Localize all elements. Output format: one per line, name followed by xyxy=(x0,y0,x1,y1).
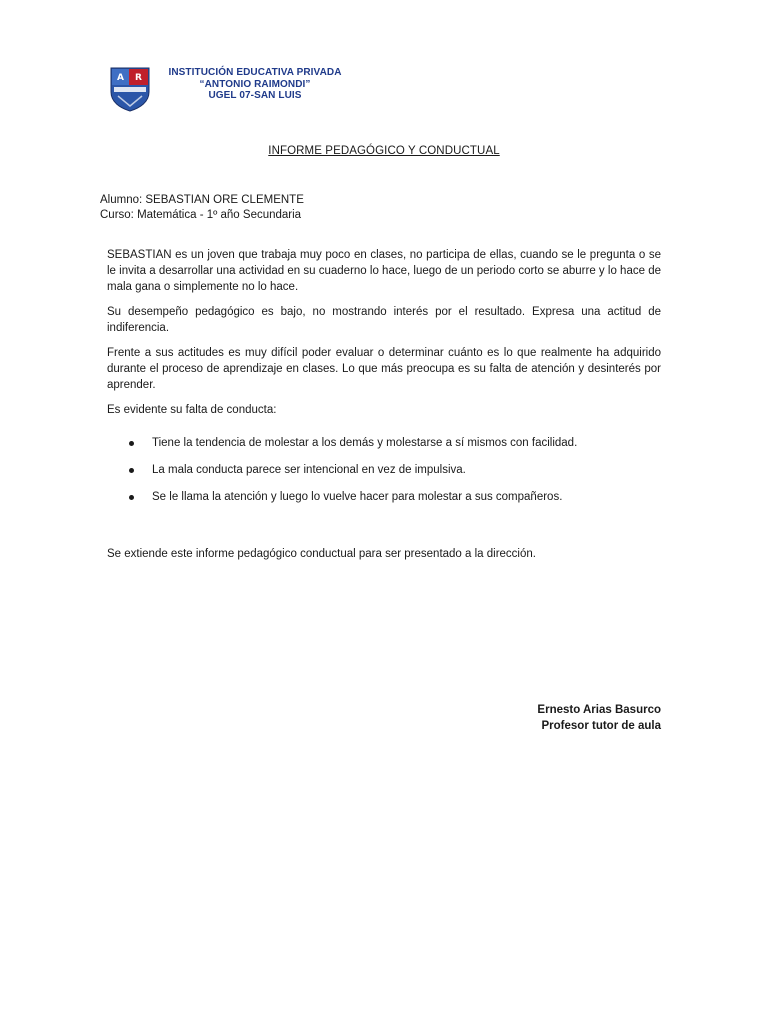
student-info xyxy=(100,193,304,222)
bullet-icon xyxy=(129,495,134,500)
signature-name: Ernesto Arias Basurco xyxy=(537,704,661,716)
list-item-text: La mala conducta parece ser intencional en vez de impulsiva. xyxy=(152,463,466,476)
institution-name: INSTITUCIÓN EDUCATIVA PRIVADA xyxy=(168,67,342,78)
report-body xyxy=(107,248,661,517)
list-item xyxy=(107,490,661,505)
logo-letter-right: R xyxy=(135,73,142,83)
list-item xyxy=(107,463,661,478)
signature-role: Profesor tutor de aula xyxy=(541,719,661,732)
paragraph-conduct-intro: Es evidente su falta de conducta: xyxy=(107,403,277,416)
conduct-list xyxy=(107,436,661,505)
paragraph-performance: Su desempeño pedagógico es bajo, no mostrando interés por el resultado. Expresa una actitud de indiferencia. xyxy=(107,305,661,334)
student-name: Alumno: SEBASTIAN ORE CLEMENTE xyxy=(100,194,304,206)
institution-header xyxy=(150,67,360,102)
student-course: Curso: Matemática - 1º año Secundaria xyxy=(100,208,302,221)
bullet-icon xyxy=(129,441,134,446)
closing-statement: Se extiende este informe pedagógico conductual para ser presentado a la dirección. xyxy=(107,548,536,560)
bullet-icon xyxy=(129,468,134,473)
list-item-text: Se le llama la atención y luego lo vuelve hacer para molestar a sus compañeros. xyxy=(152,490,563,503)
institution-school-name: “ANTONIO RAIMONDI” xyxy=(199,78,311,90)
list-item-text: Tiene la tendencia de molestar a los demás y molestarse a sí mismos con facilidad. xyxy=(152,436,578,449)
institution-ugel: UGEL 07-SAN LUIS xyxy=(208,90,302,101)
paragraph-evaluation: Frente a sus actitudes es muy difícil poder evaluar o determinar cuánto es lo que realmente ha adquirido durante el proceso de aprendizaje en clases. Lo que más preocupa es su falta de atención y desinterés por aprender. xyxy=(107,346,661,391)
paragraph-behavior: SEBASTIAN es un joven que trabaja muy poco en clases, no participa de ellas, cuando se le pregunta o se le invita a desarrollar una actividad en su cuaderno lo hace, luego de un periodo corto se aburre y lo hace de mala gana o simplemente no lo hace. xyxy=(107,249,661,293)
list-item xyxy=(107,436,661,451)
school-crest-logo xyxy=(108,66,152,112)
document-title: INFORME PEDAGÓGICO Y CONDUCTUAL xyxy=(268,145,500,157)
logo-letter-left: A xyxy=(117,73,124,83)
signature-block xyxy=(537,703,661,734)
